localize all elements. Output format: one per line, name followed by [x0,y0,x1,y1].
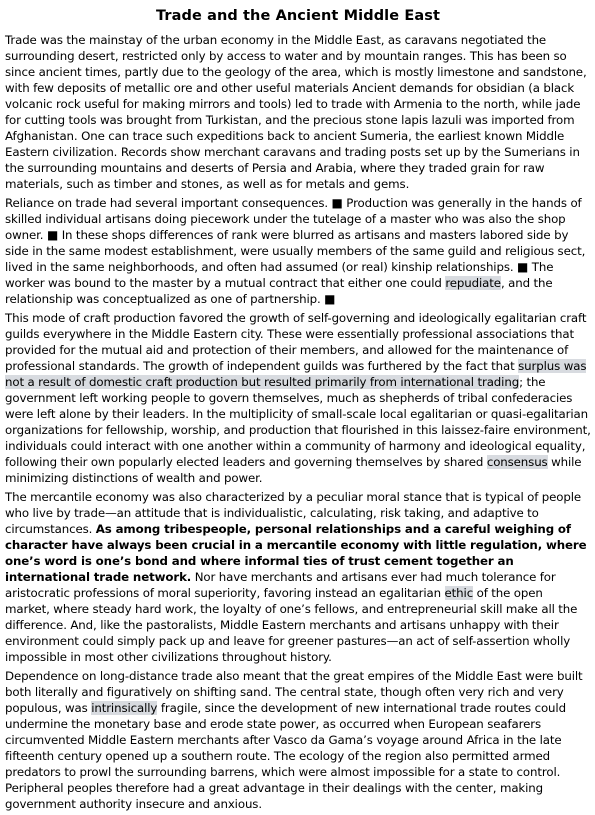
text-run: The mercantile economy was also characterized by a peculiar moral stance that is typical of people who live by trade—an attitude that is individualistic, calculating, risk taking, and adaptive to circumstances. [5,490,582,536]
text-run: ; the government left working people to govern themselves, much as shepherds of tribal confederacies were left alone by their leaders. In the multiplicity of small-scale local egalitarian or quasi-egalitarian organizations for fellowship, worship, and production that flourished in this laissez-faire environment, individuals could interact with one another within a community of harmony and ideological equality, following their own popularly elected leaders and governing themselves by shared [5,375,591,469]
paragraph-3 [5,310,591,486]
text-run: Nor have merchants and artisans ever had much tolerance for aristocratic professions of moral superiority, favoring instead an egalitarian [5,570,556,600]
text-run: fragile, since the development of new international trade routes could undermine the monetary base and erode state power, as occurred when European seafarers circumvented Middle Eastern merchants after Vasco da Gama’s voyage around Africa in the late fifteenth century opened up a southern route. The ecology of the region also permitted armed predators to prowl the surrounding barrens, which were almost impossible for a state to control. Peripheral peoples therefore had a great advantage in their dealings with the center, making government authority insecure and anxious. [5,701,566,811]
insertion-marker-2[interactable]: ■ [46,228,59,242]
insertion-marker-4[interactable]: ■ [324,292,336,306]
sentence: In these shops differences of rank were blurred as artisans and masters labored side by side in the same modest establishment, were usually members of the same guild and religious sect, lived in the same neighborhoods, and often had assumed (or real) kinship relationships. [5,228,586,274]
text-run: of the open market, where steady hard work, the loyalty of one’s fellows, and entrepreneurial skill make all the difference. And, like the pastoralists, Middle Eastern merchants and artisans unhappy with their environment could simply pack up and leave for greener pastures—an act of self-assertion wholly impossible in most other civilizations throughout history. [5,586,578,664]
insertion-marker-1[interactable]: ■ [331,196,343,210]
highlighted-word-intrinsically: intrinsically [91,701,158,715]
paragraph-5 [5,668,591,812]
document-page [5,0,591,815]
highlighted-word-repudiate: repudiate [445,276,501,290]
insertion-marker-3[interactable]: ■ [517,260,529,274]
paragraph-1: Trade was the mainstay of the urban economy in the Middle East, as caravans negotiated the surrounding desert, restricted only by access to water and by mountain ranges. This has been so since ancient times, partly due to the geology of the area, which is mostly limestone and sandstone, with few deposits of metallic ore and other useful materials Ancient demands for obsidian (a black volcanic rock useful for making mirrors and tools) led to trade with Armenia to the north, while jade for cutting tools was brought from Turkistan, and the precious stone lapis lazuli was imported from Afghanistan. One can trace such expeditions back to ancient Sumeria, the earliest known Middle Eastern civilization. Records show merchant caravans and trading posts set up by the Sumerians in the surrounding mountains and deserts of Persia and Arabia, where they traded grain for raw materials, such as timber and stones, as well as for metals and gems. [5,33,587,191]
highlighted-word-consensus: consensus [486,455,548,469]
paragraph-4 [5,489,591,665]
document-title: Trade and the Ancient Middle East [156,8,440,24]
text-run: while minimizing distinctions of wealth and power. [5,455,582,485]
sentence: , and the relationship was conceptualized as one of partnership. [5,276,553,306]
text-run: Dependence on long-distance trade also meant that the great empires of the Middle East were built both literally and figuratively on shifting sand. The central state, though often very rich and very populous, was [5,669,583,715]
sentence: Reliance on trade had several important consequences. [5,196,329,210]
paragraph-2 [5,195,591,307]
text-run: This mode of craft production favored the growth of self-governing and ideologically egalitarian craft guilds everywhere in the Middle Eastern city. These were essentially professional associations that provided for the mutual aid and protection of their members, and allowed for the maintenance of professional standards. The growth of independent guilds was furthered by the fact that [5,311,587,373]
highlighted-phrase-surplus: surplus was not a result of domestic craft production but resulted primarily from international trading [5,359,587,389]
highlighted-word-ethic: ethic [444,586,474,600]
sentence: Production was generally in the hands of skilled individual artisans doing piecework under the tutelage of a master who was also the shop owner. [5,196,582,242]
sentence: The worker was bound to the master by a mutual contract that either one could [5,260,554,290]
bold-sentence: As among tribespeople, personal relationships and a careful weighing of character have always been crucial in a mercantile economy with little regulation, where one’s word is one’s bond and where informal ties of trust cement together an international trade network. [5,522,587,584]
